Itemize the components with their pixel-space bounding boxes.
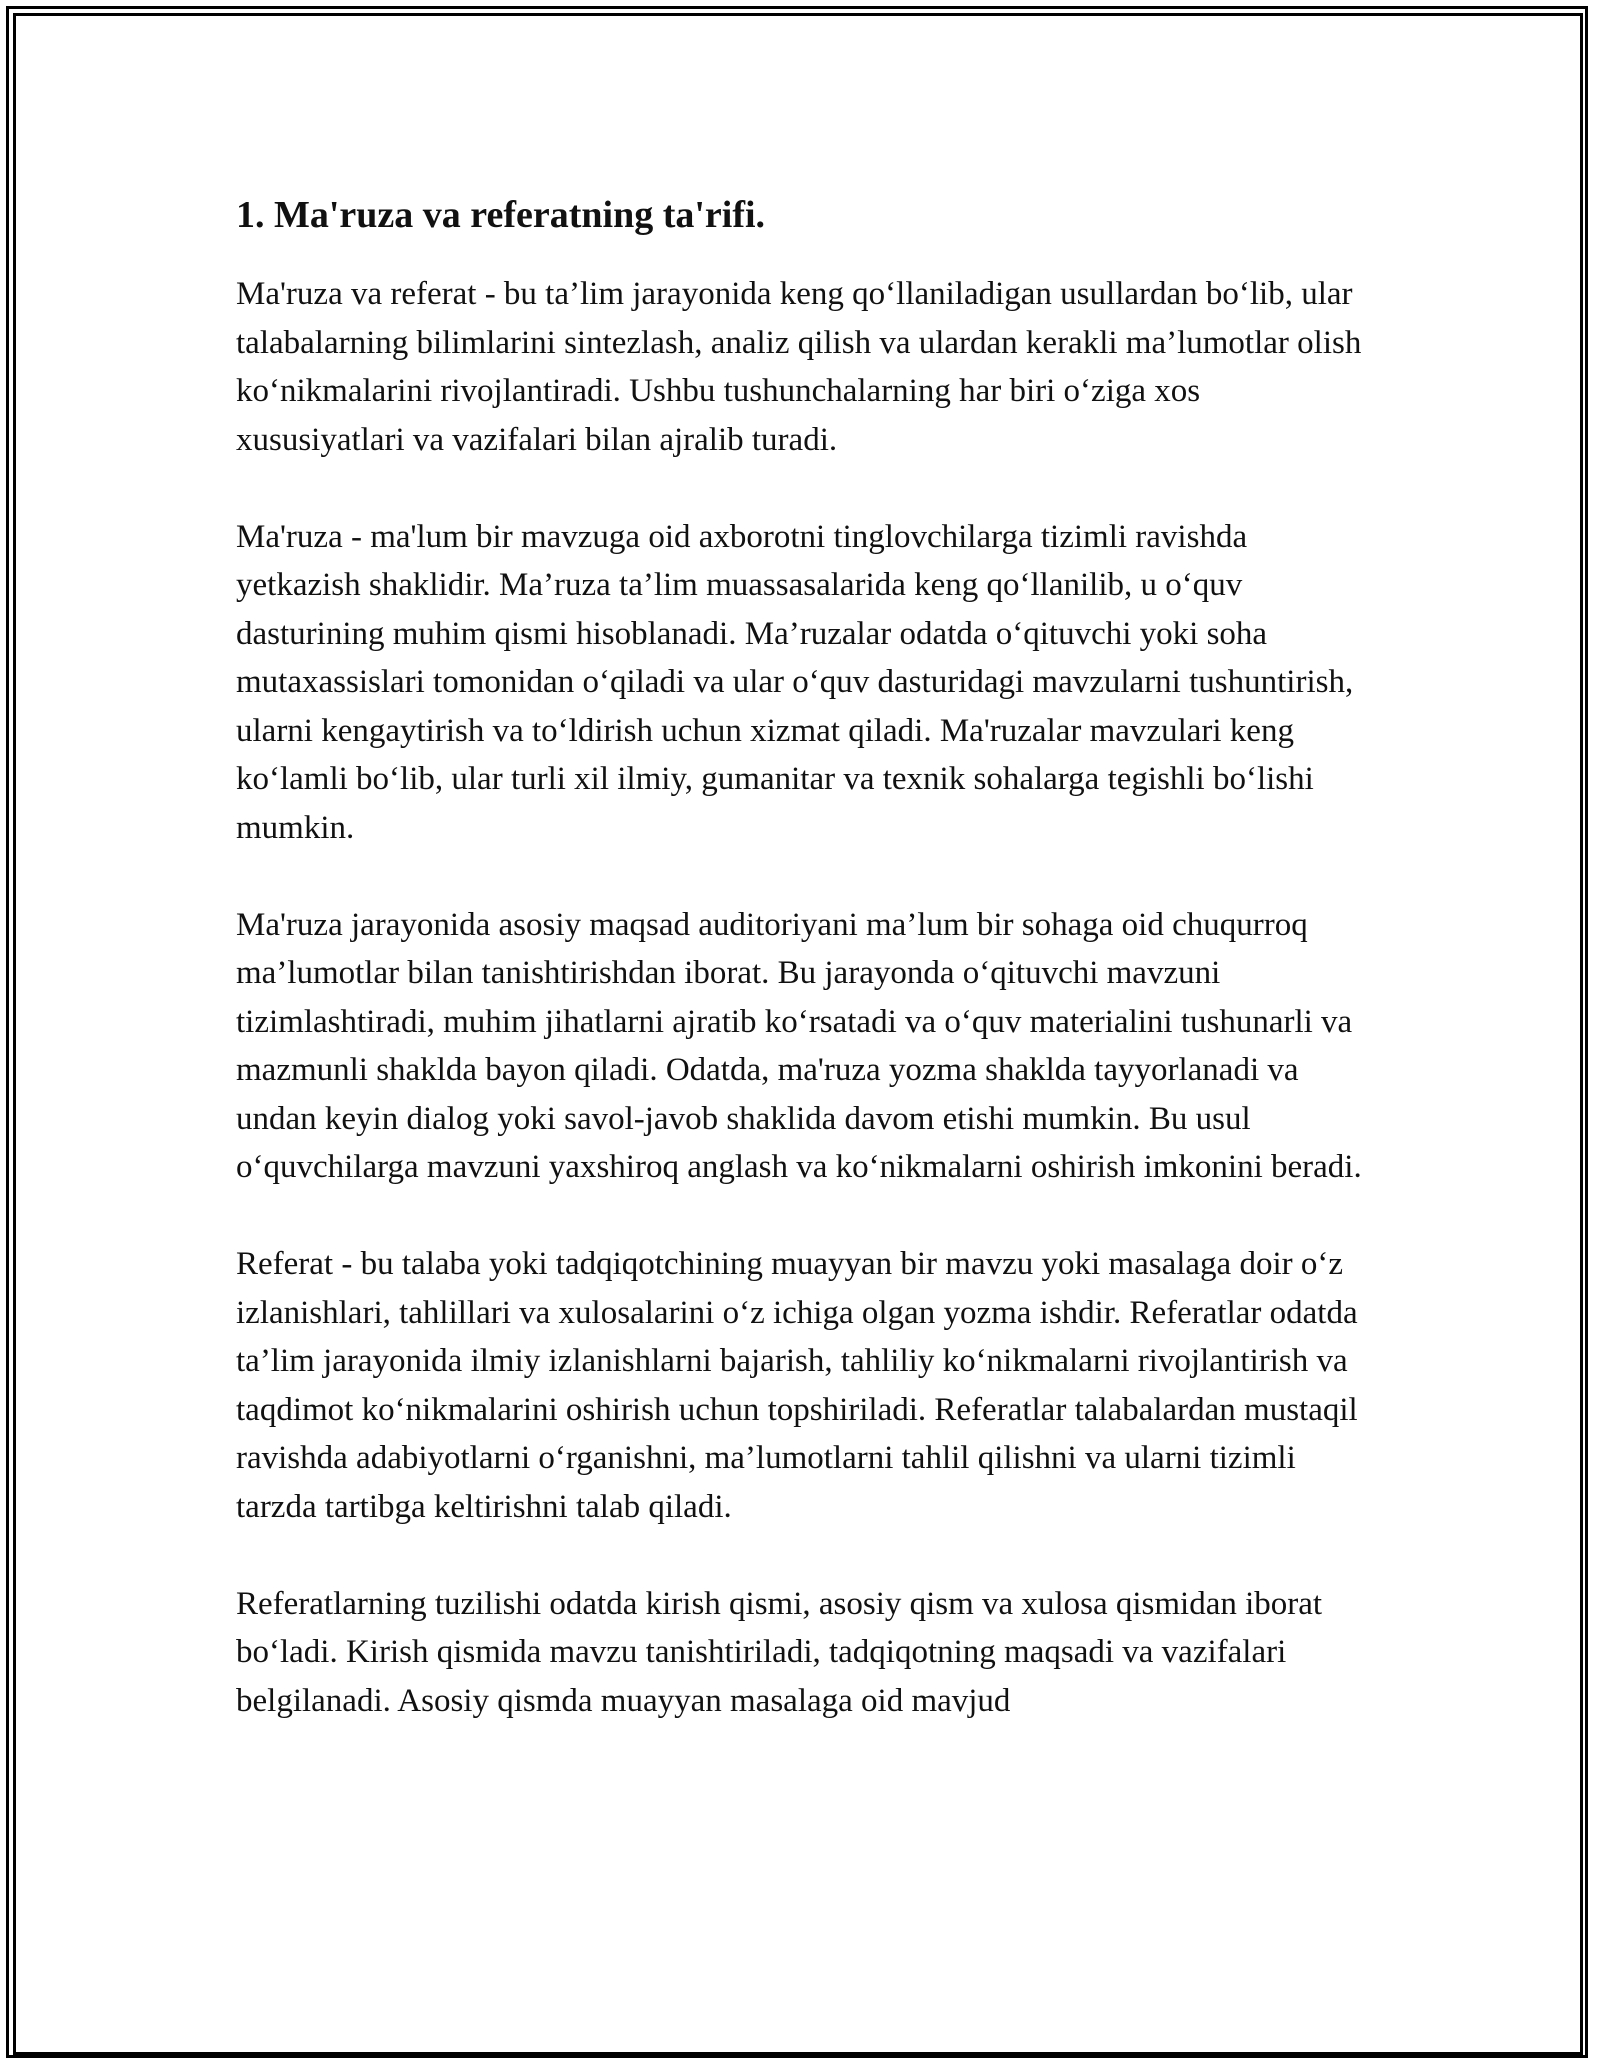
document-body bbox=[236, 188, 1376, 1725]
paragraph-maruza-purpose: Ma'ruza jarayonida asosiy maqsad auditoriyani ma’lum bir sohaga oid chuqurroq ma’lumotlar bilan tanishtirishdan iborat. Bu jarayonda o‘qituvchi mavzuni tizimlashtiradi, muhim jihatlarni ajratib ko‘rsatadi va o‘quv materialini tushunarli va mazmunli shaklda bayon qiladi. Odatda, ma'ruza yozma shaklda tayyorlanadi va undan keyin dialog yoki savol-javob shaklida davom etishi mumkin. Bu usul o‘quvchilarga mavzuni yaxshiroq anglash va ko‘nikmalarni oshirish imkonini beradi. bbox=[236, 906, 1362, 1185]
paragraph-maruza-definition: Ma'ruza - ma'lum bir mavzuga oid axborotni tinglovchilarga tizimli ravishda yetkazish shaklidir. Ma’ruza ta’lim muassasalarida keng qo‘llanilib, u o‘quv dasturining muhim qismi hisoblanadi. Ma’ruzalar odatda o‘qituvchi yoki soha mutaxassislari tomonidan o‘qiladi va ular o‘quv dasturidagi mavzularni tushuntirish, ularni kengaytirish va to‘ldirish uchun xizmat qiladi. Ma'ruzalar mavzulari keng ko‘lamli bo‘lib, ular turli xil ilmiy, gumanitar va texnik sohalarga tegishli bo‘lishi mumkin. bbox=[236, 518, 1354, 846]
paragraph-referat-definition: Referat - bu talaba yoki tadqiqotchining muayyan bir mavzu yoki masalaga doir o‘z izlanishlari, tahlillari va xulosalarini o‘z ichiga olgan yozma ishdir. Referatlar odatda ta’lim jarayonida ilmiy izlanishlarni bajarish, tahliliy ko‘nikmalarni rivojlantirish va taqdimot ko‘nikmalarini oshirish uchun topshiriladi. Referatlar talabalardan mustaqil ravishda adabiyotlarni o‘rganishni, ma’lumotlarni tahlil qilishni va ularni tizimli tarzda tartibga keltirishni talab qiladi. bbox=[236, 1246, 1358, 1525]
paragraph-intro: Ma'ruza va referat - bu ta’lim jarayonida keng qo‘llaniladigan usullardan bo‘lib, ular talabalarning bilimlarini sintezlash, analiz qilish va ulardan kerakli ma’lumotlar olish ko‘nikmalarini rivojlantiradi. Ushbu tushunchalarning har biri o‘ziga xos xususiyatlari va vazifalari bilan ajralib turadi. bbox=[236, 276, 1362, 458]
paragraph-referat-structure: Referatlarning tuzilishi odatda kirish qismi, asosiy qism va xulosa qismidan iborat bo‘ladi. Kirish qismida mavzu tanishtiriladi, tadqiqotning maqsadi va vazifalari belgilanadi. Asosiy qismda muayyan masalaga oid mavjud bbox=[236, 1585, 1323, 1719]
section-heading: 1. Ma'ruza va referatning ta'rifi. bbox=[236, 194, 766, 236]
